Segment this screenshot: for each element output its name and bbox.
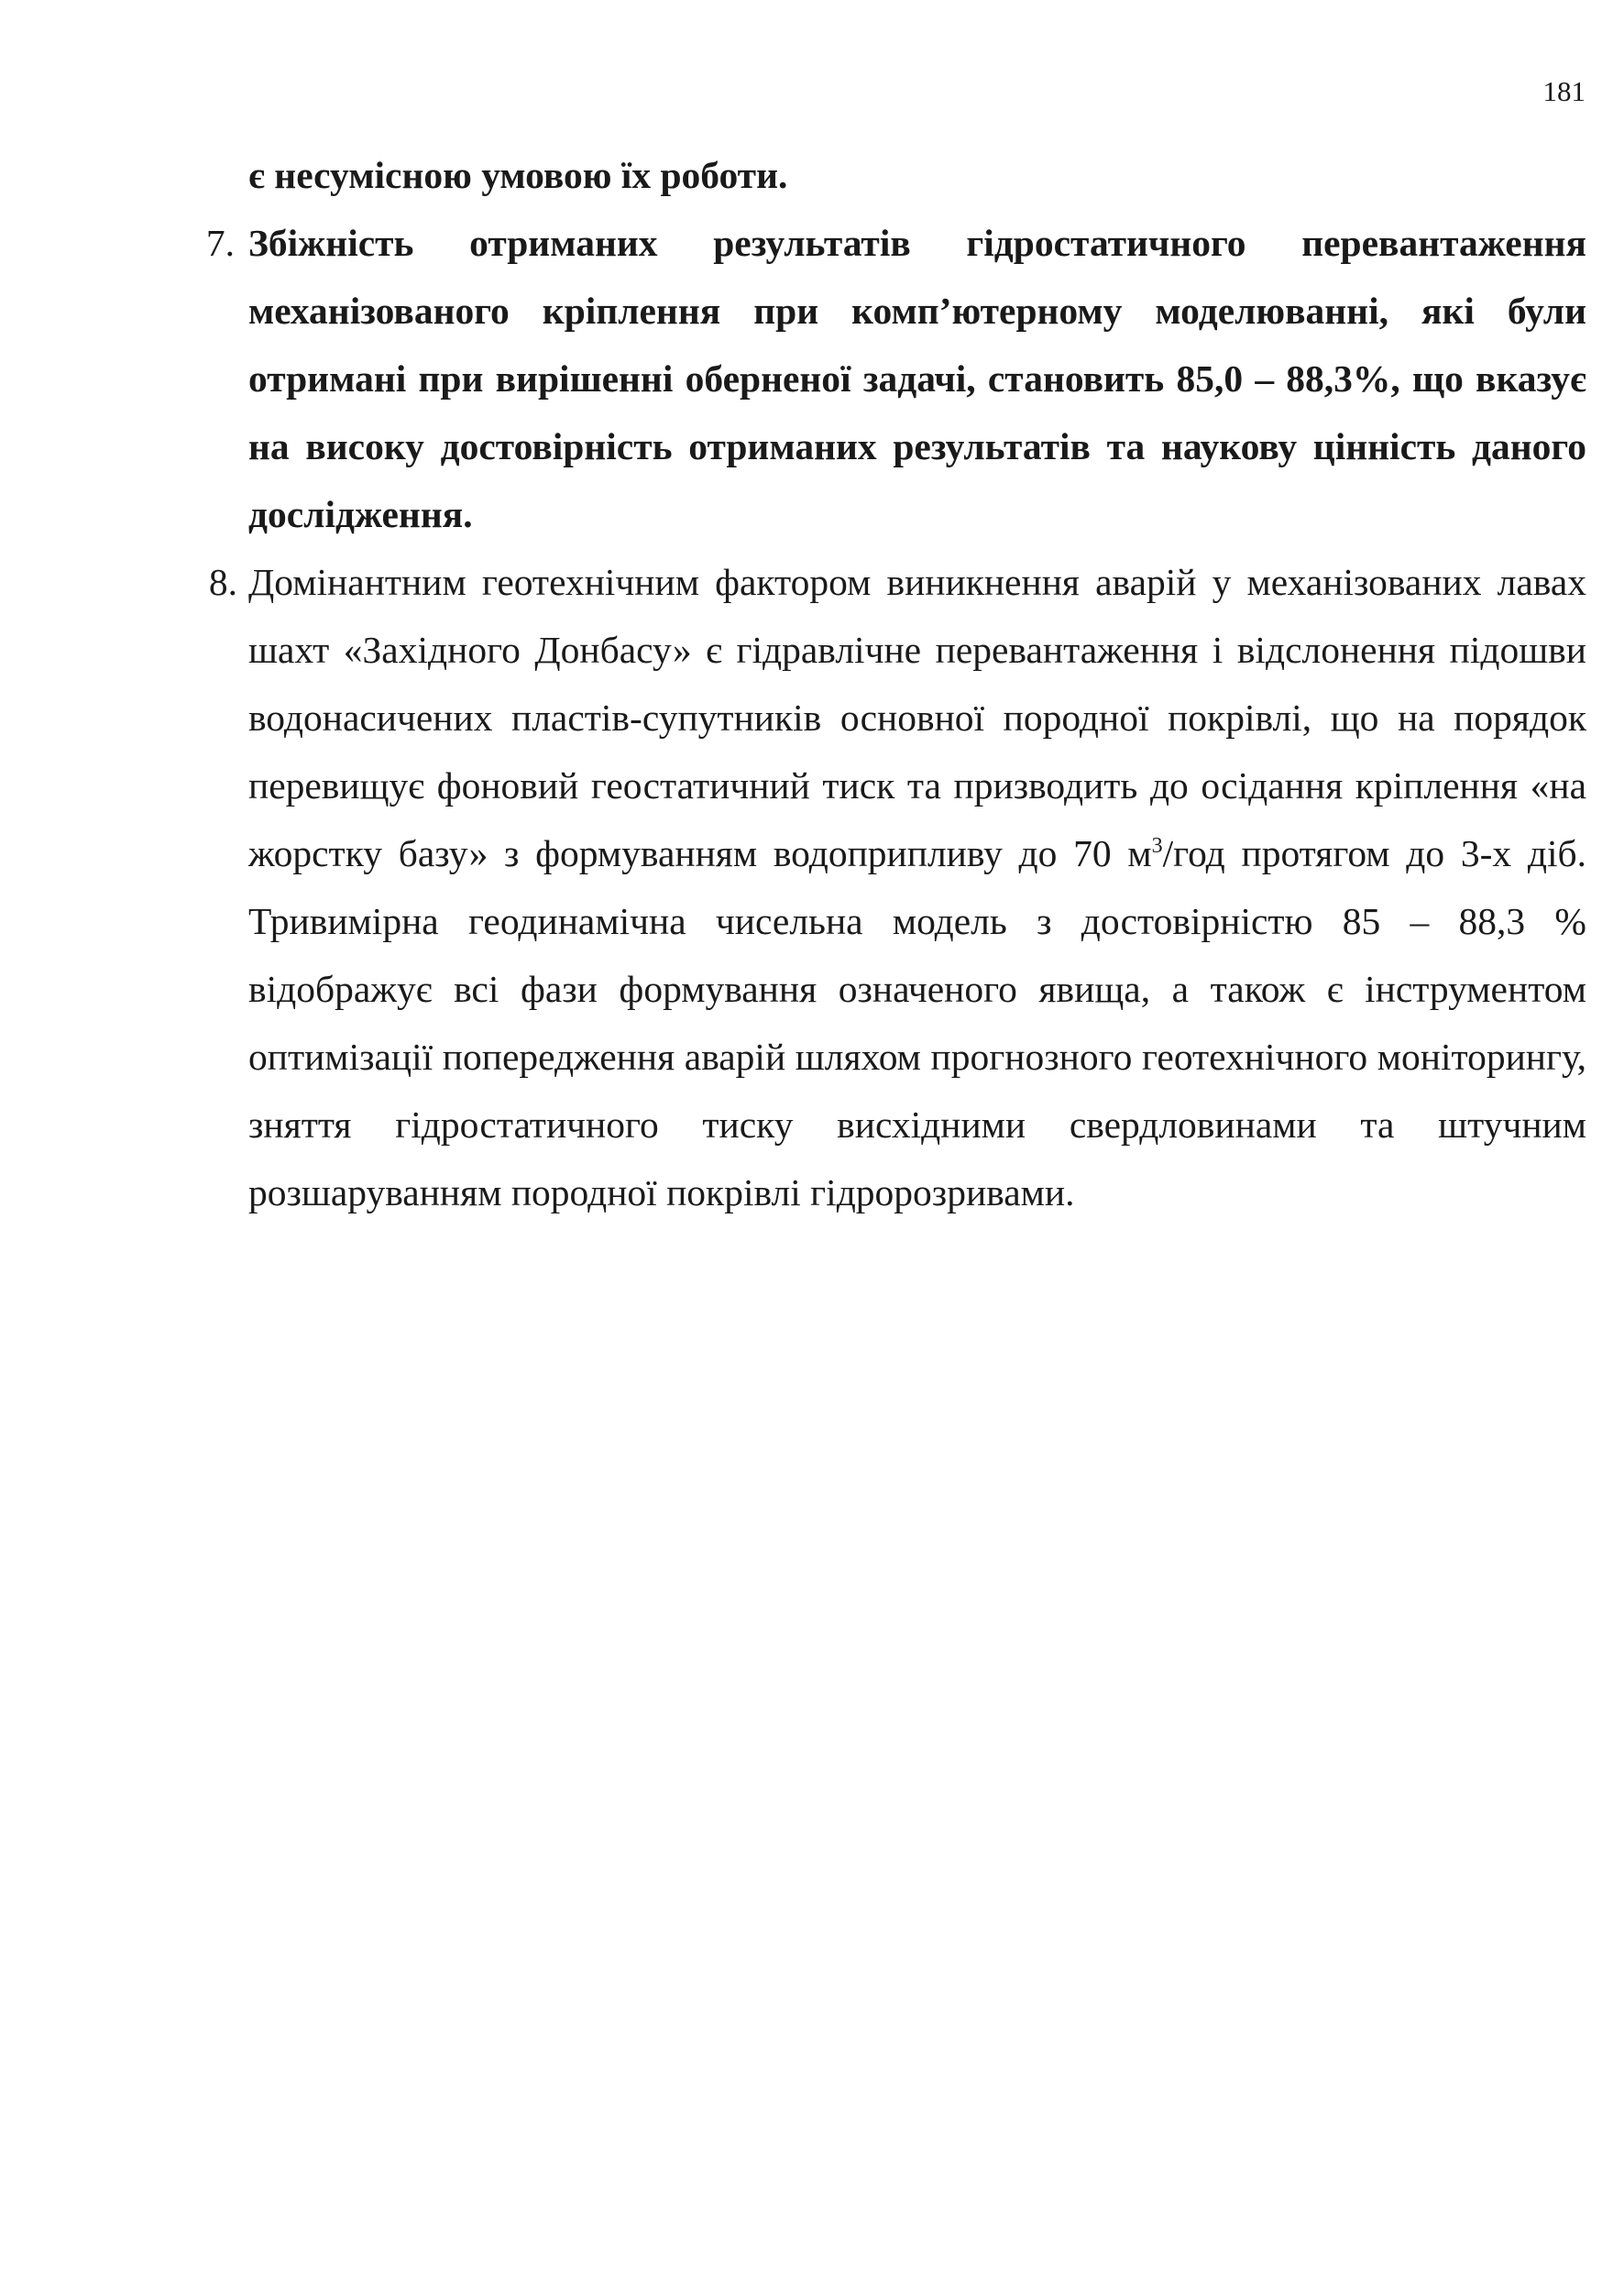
superscript-exponent: 3 [1151, 834, 1163, 859]
continuation-paragraph: є несумісною умовою їх роботи. [248, 154, 788, 196]
list-item-8 [208, 548, 1587, 1226]
page-number: 181 [1542, 75, 1586, 107]
list-item-text: Збіжність отриманих результатів гідростатичного перевантаження механізованого кріплення при комп’ютерному моделюванні, які були отримані при вирішенні оберненої задачі, становить 85,0 – 88,3%, що вказує на високу достовірність отриманих результатів та наукову цінність даного дослідження. [248, 222, 1586, 535]
page-content [205, 141, 1587, 1226]
list-item-text-part-1: Домінантним геотехнічним фактором виникнення аварій у механізованих лавах шахт «Західного Донбасу» є гідравлічне перевантаження і відслонення підошви водонасичених пластів-супутників основної породної покрівлі, що на порядок перевищує фоновий геостатичний тиск та призводить до осідання кріплення «на жорстку базу» з формуванням водоприпливу до 70 м [248, 561, 1586, 874]
list-item-7 [205, 209, 1586, 548]
list-item-number: 7. [205, 222, 235, 264]
list-item-number: 8. [208, 561, 237, 603]
list-item-text-part-2: /год протягом до 3-х діб. Тривимірна геодинамічна чисельна модель з достовірністю 85 – 88,3 % відображує всі фази формування означеного явища, а також є інструментом оптимізації попередження аварій шляхом прогнозного геотехнічного моніторингу, зняття гідростатичного тиску висхідними свердловинами та штучним розшаруванням породної покрівлі гідророзривами. [248, 832, 1587, 1213]
list-item-text [248, 548, 1586, 1226]
